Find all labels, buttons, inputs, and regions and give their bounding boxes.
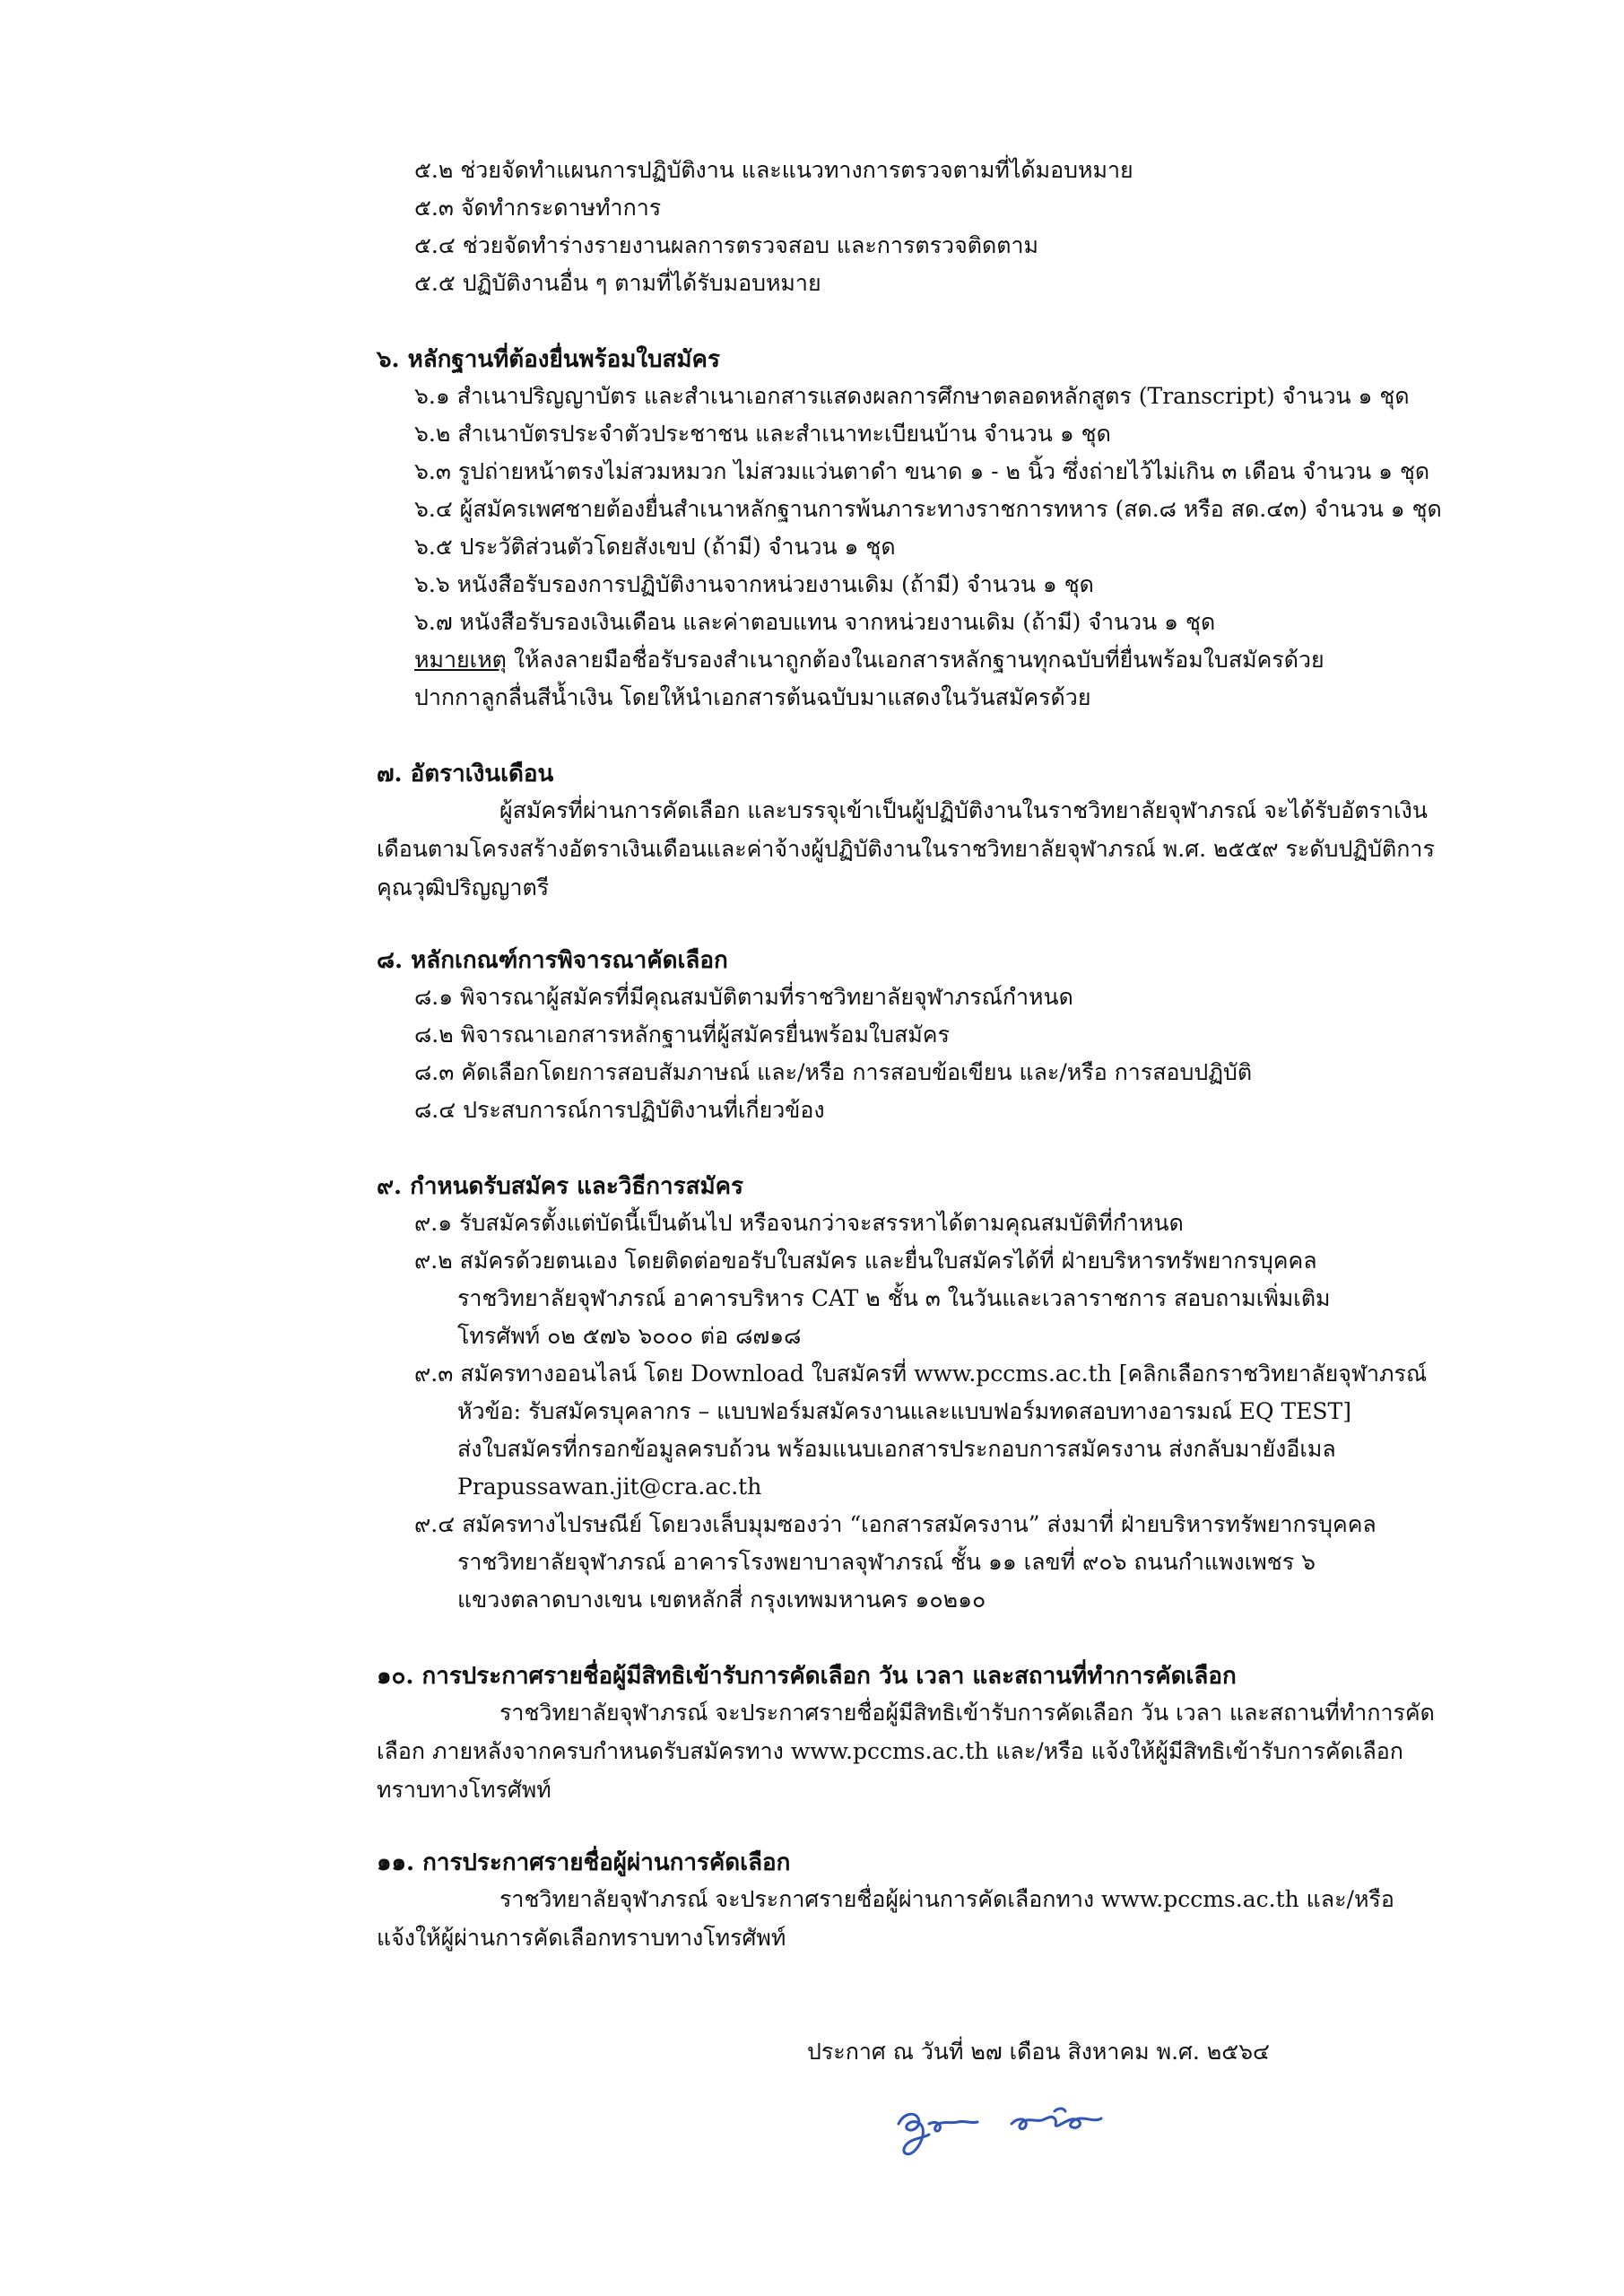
section7-paragraph-line-1: ผู้สมัครที่ผ่านการคัดเลือก และบรรจุเข้าเป็นผู้ปฏิบัติงานในราชวิทยาลัยจุฬาภรณ์ จะได้รับอัตราเงิน [499, 797, 1428, 823]
section5-item-4: ๕.๔ ช่วยจัดทำร่างรายงานผลการตรวจสอบ และการตรวจติดตาม [414, 232, 1038, 258]
section8-item-3: ๘.๓ คัดเลือกโดยการสอบสัมภาษณ์ และ/หรือ การสอบข้อเขียน และ/หรือ การสอบปฏิบัติ [414, 1059, 1253, 1085]
section9-item-2-line-3: โทรศัพท์ ๐๒ ๕๗๖ ๖๐๐๐ ต่อ ๘๗๑๘ [457, 1323, 802, 1349]
section11-paragraph-line-2: แจ้งให้ผู้ผ่านการคัดเลือกทราบทางโทรศัพท์ [377, 1925, 786, 1951]
section9-item-2-line-1: ๙.๒ สมัครด้วยตนเอง โดยติดต่อขอรับใบสมัคร และยื่นใบสมัครได้ที่ ฝ่ายบริหารทรัพยากรบุคคล [414, 1248, 1317, 1274]
section7-paragraph-line-3: คุณวุฒิปริญญาตรี [377, 874, 550, 900]
section9-item-2-line-2: ราชวิทยาลัยจุฬาภรณ์ อาคารบริหาร CAT ๒ ชั้น ๓ ในวันและเวลาราชการ สอบถามเพิ่มเติม [457, 1285, 1331, 1311]
section10-paragraph-line-2: เลือก ภายหลังจากครบกำหนดรับสมัครทาง www.pccms.ac.th และ/หรือ แจ้งให้ผู้มีสิทธิเข้ารับการคัดเลือก [377, 1738, 1403, 1764]
signature [888, 2097, 1121, 2161]
section6-item-3: ๖.๓ รูปถ่ายหน้าตรงไม่สวมหมวก ไม่สวมแว่นตาดำ ขนาด ๑ - ๒ นิ้ว ซึ่งถ่ายไว้ไม่เกิน ๓ เดือน จำนวน ๑ ชุด [414, 458, 1430, 484]
section5-item-2: ๕.๒ ช่วยจัดทำแผนการปฏิบัติงาน และแนวทางการตรวจตามที่ได้มอบหมาย [414, 157, 1133, 183]
section6-heading: ๖. หลักฐานที่ต้องยื่นพร้อมใบสมัคร [377, 346, 720, 373]
section6-item-1: ๖.๑ สำเนาปริญญาบัตร และสำเนาเอกสารแสดงผลการศึกษาตลอดหลักสูตร (Transcript) จำนวน ๑ ชุด [414, 383, 1410, 409]
section9-item-4-line-3: แขวงตลาดบางเขน เขตหลักสี่ กรุงเทพมหานคร ๑๐๒๑๐ [457, 1587, 986, 1613]
section6-item-7: ๖.๗ หนังสือรับรองเงินเดือน และค่าตอบแทน จากหน่วยงานเดิม (ถ้ามี) จำนวน ๑ ชุด [414, 609, 1216, 635]
section8-item-2: ๘.๒ พิจารณาเอกสารหลักฐานที่ผู้สมัครยื่นพร้อมใบสมัคร [414, 1022, 950, 1048]
section9-item-3-email: Prapussawan.jit@cra.ac.th [457, 1474, 762, 1500]
section6-note [414, 644, 1324, 676]
section9-item-4-line-1: ๙.๔ สมัครทางไปรษณีย์ โดยวงเล็บมุมซองว่า “เอกสารสมัครงาน” ส่งมาที่ ฝ่ายบริหารทรัพยากรบุคคล [414, 1511, 1376, 1537]
section6-item-5: ๖.๕ ประวัติส่วนตัวโดยสังเขป (ถ้ามี) จำนวน ๑ ชุด [414, 534, 896, 560]
section5-item-3: ๕.๓ จัดทำกระดาษทำการ [414, 195, 662, 221]
announcement-date: ประกาศ ณ วันที่ ๒๗ เดือน สิงหาคม พ.ศ. ๒๕๖๔ [807, 2039, 1270, 2065]
section9-item-4-line-2: ราชวิทยาลัยจุฬาภรณ์ อาคารโรงพยาบาลจุฬาภรณ์ ชั้น ๑๑ เลขที่ ๙๐๖ ถนนกำแพงเพชร ๖ [457, 1549, 1316, 1575]
section9-item-3-line-2: หัวข้อ: รับสมัครบุคลากร – แบบฟอร์มสมัครงานและแบบฟอร์มทดสอบทางอารมณ์ EQ TEST] [457, 1398, 1351, 1424]
section11-paragraph-line-1: ราชวิทยาลัยจุฬาภรณ์ จะประกาศรายชื่อผู้ผ่านการคัดเลือกทาง www.pccms.ac.th และ/หรือ [499, 1886, 1394, 1912]
section9-item-1: ๙.๑ รับสมัครตั้งแต่บัดนี้เป็นต้นไป หรือจนกว่าจะสรรหาได้ตามคุณสมบัติที่กำหนด [414, 1210, 1184, 1236]
note-label: หมายเหตุ [414, 647, 507, 673]
section8-heading: ๘. หลักเกณฑ์การพิจารณาคัดเลือก [377, 947, 728, 974]
section8-item-4: ๘.๔ ประสบการณ์การปฏิบัติงานที่เกี่ยวข้อง [414, 1097, 825, 1123]
section10-paragraph-line-1: ราชวิทยาลัยจุฬาภรณ์ จะประกาศรายชื่อผู้มีสิทธิเข้ารับการคัดเลือก วัน เวลา และสถานที่ทำการคัด [499, 1700, 1435, 1726]
section9-heading: ๙. กำหนดรับสมัคร และวิธีการสมัคร [377, 1173, 743, 1200]
section6-item-2: ๖.๒ สำเนาบัตรประจำตัวประชาชน และสำเนาทะเบียนบ้าน จำนวน ๑ ชุด [414, 421, 1111, 447]
section10-heading: ๑๐. การประกาศรายชื่อผู้มีสิทธิเข้ารับการคัดเลือก วัน เวลา และสถานที่ทำการคัดเลือก [377, 1663, 1237, 1690]
section9-item-3-line-3: ส่งใบสมัครที่กรอกข้อมูลครบถ้วน พร้อมแนบเอกสารประกอบการสมัครงาน ส่งกลับมายังอีเมล [457, 1436, 1336, 1462]
section6-item-4: ๖.๔ ผู้สมัครเพศชายต้องยื่นสำเนาหลักฐานการพ้นภาระทางราชการทหาร (สด.๘ หรือ สด.๔๓) จำนวน ๑ ชุด [414, 496, 1442, 522]
section5-item-5: ๕.๕ ปฏิบัติงานอื่น ๆ ตามที่ได้รับมอบหมาย [414, 270, 821, 296]
section8-item-1: ๘.๑ พิจารณาผู้สมัครที่มีคุณสมบัติตามที่ราชวิทยาลัยจุฬาภรณ์กำหนด [414, 984, 1073, 1010]
note-text: ให้ลงลายมือชื่อรับรองสำเนาถูกต้องในเอกสารหลักฐานทุกฉบับที่ยื่นพร้อมใบสมัครด้วย [506, 647, 1324, 673]
section6-note-continued: ปากกาลูกลื่นสีน้ำเงิน โดยให้นำเอกสารต้นฉบับมาแสดงในวันสมัครด้วย [414, 684, 1091, 710]
section6-item-6: ๖.๖ หนังสือรับรองการปฏิบัติงานจากหน่วยงานเดิม (ถ้ามี) จำนวน ๑ ชุด [414, 571, 1094, 597]
section7-paragraph-line-2: เดือนตามโครงสร้างอัตราเงินเดือนและค่าจ้างผู้ปฏิบัติงานในราชวิทยาลัยจุฬาภรณ์ พ.ศ. ๒๕๕๙ ระดับปฏิบัติการ [377, 836, 1435, 862]
section9-item-3-line-1: ๙.๓ สมัครทางออนไลน์ โดย Download ใบสมัครที่ www.pccms.ac.th [คลิกเลือกราชวิทยาลัยจุฬาภรณ์ [414, 1361, 1428, 1387]
section11-heading: ๑๑. การประกาศรายชื่อผู้ผ่านการคัดเลือก [377, 1849, 791, 1876]
section7-heading: ๗. อัตราเงินเดือน [377, 761, 554, 787]
section10-paragraph-line-3: ทราบทางโทรศัพท์ [377, 1777, 551, 1803]
